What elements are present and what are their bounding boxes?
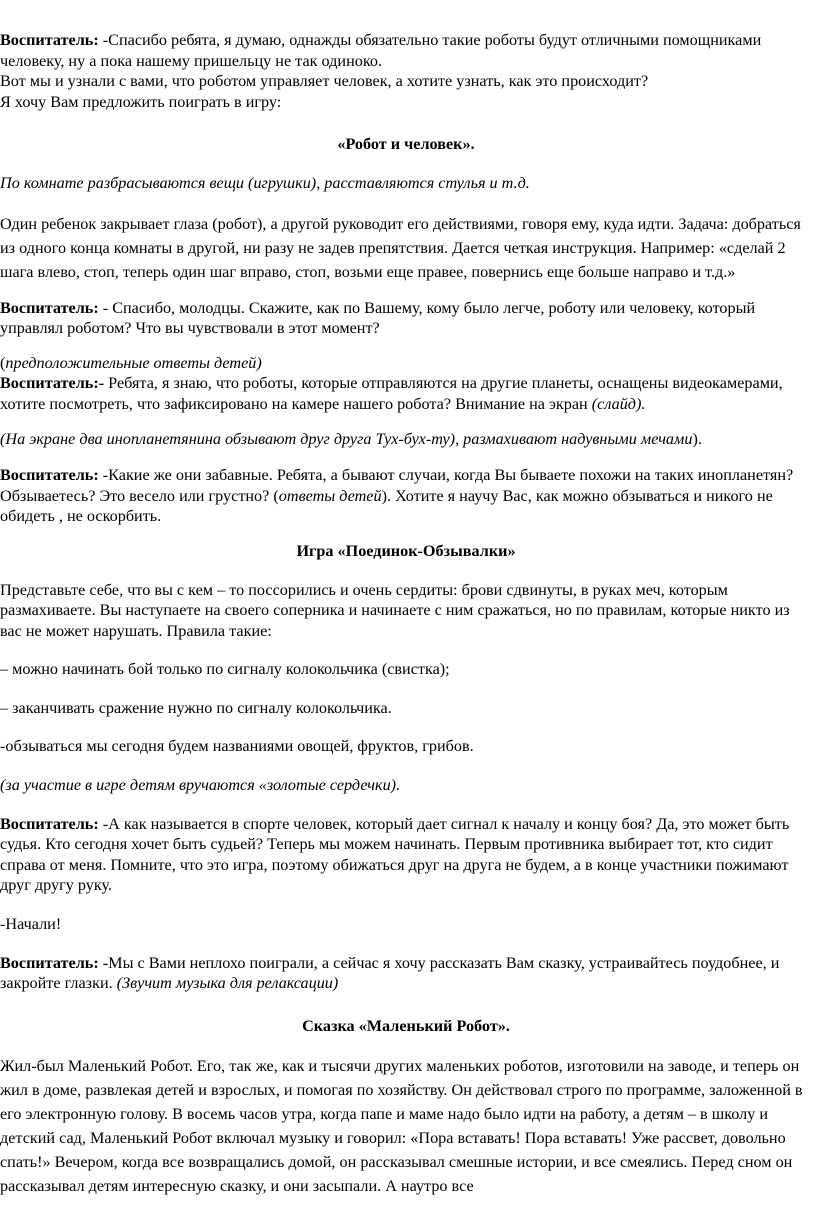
speaker-label: Воспитатель:- <box>0 374 105 393</box>
game1-note: По комнате разбрасываются вещи (игрушки), расставляются стулья и т.д. <box>0 173 530 192</box>
intro-line-2: Вот мы и узнали с вами, что роботом управляет человек, а хотите узнать, как это происходит? <box>0 72 649 91</box>
cameras-text: Ребята, я знаю, что роботы, которые отправляются на другие планеты, оснащены видеокамерами, хотите посмотреть, что зафиксировано на камере нашего робота? Внимание на экран <box>0 374 783 413</box>
paragraph-aliens <box>0 465 812 527</box>
rule-1: – можно начинать бой только по сигналу колокольчика (свистка); <box>0 660 450 679</box>
rule-3: -обзываться мы сегодня будем названиями овощей, фруктов, грибов. <box>0 737 474 756</box>
screen-note-end: ). <box>692 429 702 448</box>
screen-note <box>0 429 812 450</box>
paragraph-tale-intro <box>0 953 812 994</box>
paragraph-cameras <box>0 373 812 414</box>
start-line: -Начали! <box>0 915 62 934</box>
speaker-label: Воспитатель: <box>0 814 99 833</box>
speaker-label: Воспитатель: <box>0 953 99 972</box>
answers-open: ( <box>0 353 6 372</box>
speaker-label: Воспитатель: <box>0 31 99 49</box>
judge-text: -А как называется в спорте человек, который дает сигнал к началу и концу боя? Да, это может быть судья. Кто сегодня хочет быть судьей? Теперь мы можем начинать. Первым противника выбирает тот, кто сидит справа от меня. Помните, что это игра, поэтому обижаться друг на друга не будем, а в конце участники пожимают друг другу руку. <box>0 814 790 895</box>
game1-rules: Один ребенок закрывает глаза (робот), а другой руководит его действиями, говоря ему, куда идти. Задача: добраться из одного конца комнаты в другой, ни разу не задев препятствия. Дается четкая инструкция. Например: «сделай 2 шага влево, стоп, теперь один шаг вправо, стоп, возьми еще правее, повернись еще больше направо и т.д.» <box>0 214 801 281</box>
answers-text: предположительные ответы детей) <box>5 353 262 372</box>
paragraph-judge <box>0 814 812 896</box>
music-note: (Звучит музыка для релаксации) <box>116 974 339 993</box>
intro-text: -Спасибо ребята, я думаю, однажды обязательно такие роботы будут отличными помощниками человеку, ну а пока нашему пришельцу не так одиноко. <box>0 31 762 70</box>
tale-title: Сказка «Маленький Робот». <box>302 1016 510 1035</box>
screen-note-text: (На экране два инопланетянина обзывают друг друга Тух-бух-ту), размахивают надувными мечами <box>0 429 693 448</box>
document-page <box>0 30 812 1212</box>
tale-intro-text: -Мы с Вами неплохо поиграли, а сейчас я хочу рассказать Вам сказку, устраивайтесь поудобнее, и закройте глазки. <box>0 953 780 993</box>
paragraph-question <box>0 298 812 339</box>
aliens-text-b: ). Хотите я научу Вас, как можно обзываться и никого не обидеть , не оскорбить. <box>0 486 773 526</box>
aliens-text-a: -Какие же они забавные. Ребята, а бывают случаи, когда Вы бываете похожи на таких инопланетян? Обзываетесь? Это весело или грустно? ( <box>0 466 794 505</box>
paragraph-intro <box>0 30 812 71</box>
reward-note: (за участие в игре детям вручаются «золотые сердечки). <box>0 776 401 795</box>
aliens-answers: ответы детей <box>278 486 382 505</box>
game2-intro: Представьте себе, что вы с кем – то поссорились и очень сердиты: брови сдвинуты, в руках меч, которым размахиваете. Вы наступаете на своего соперника и начинаете с ним сражаться, но по правилам, которые никто из вас не может нарушать. Правила такие: <box>0 580 790 640</box>
slide-note: (слайд). <box>591 394 646 413</box>
answers-note <box>0 353 812 374</box>
game1-title: «Робот и человек». <box>337 135 475 154</box>
rule-2: – заканчивать сражение нужно по сигналу колокольчика. <box>0 698 392 717</box>
speaker-label: Воспитатель: <box>0 298 99 317</box>
speaker-label: Воспитатель: <box>0 466 99 485</box>
intro-line-3: Я хочу Вам предложить поиграть в игру: <box>0 92 282 111</box>
tale-text: Жил-был Маленький Робот. Его, так же, как и тысячи других маленьких роботов, изготовили на заводе, и теперь он жил в доме, развлекая детей и взрослых, и помогая по хозяйству. Он действовал строго по программе, заложенной в его электронную голову. В восемь часов утра, когда папе и маме надо было идти на работу, а детям – в школу и детский сад, Маленький Робот включал музыку и говорил: «Пора вставать! Пора вставать! Уже рассвет, довольно спать!» Вечером, когда все возвращались домой, он рассказывал смешные истории, и все смеялись. Перед сном он рассказывал детям интересную сказку, и они засыпали. А наутро все <box>0 1057 803 1196</box>
question-text: - Спасибо, молодцы. Скажите, как по Вашему, кому было легче, роботу или человеку, который управлял роботом? Что вы чувствовали в этот момент? <box>0 298 756 338</box>
game2-title: Игра «Поединок-Обзывалки» <box>296 541 516 560</box>
